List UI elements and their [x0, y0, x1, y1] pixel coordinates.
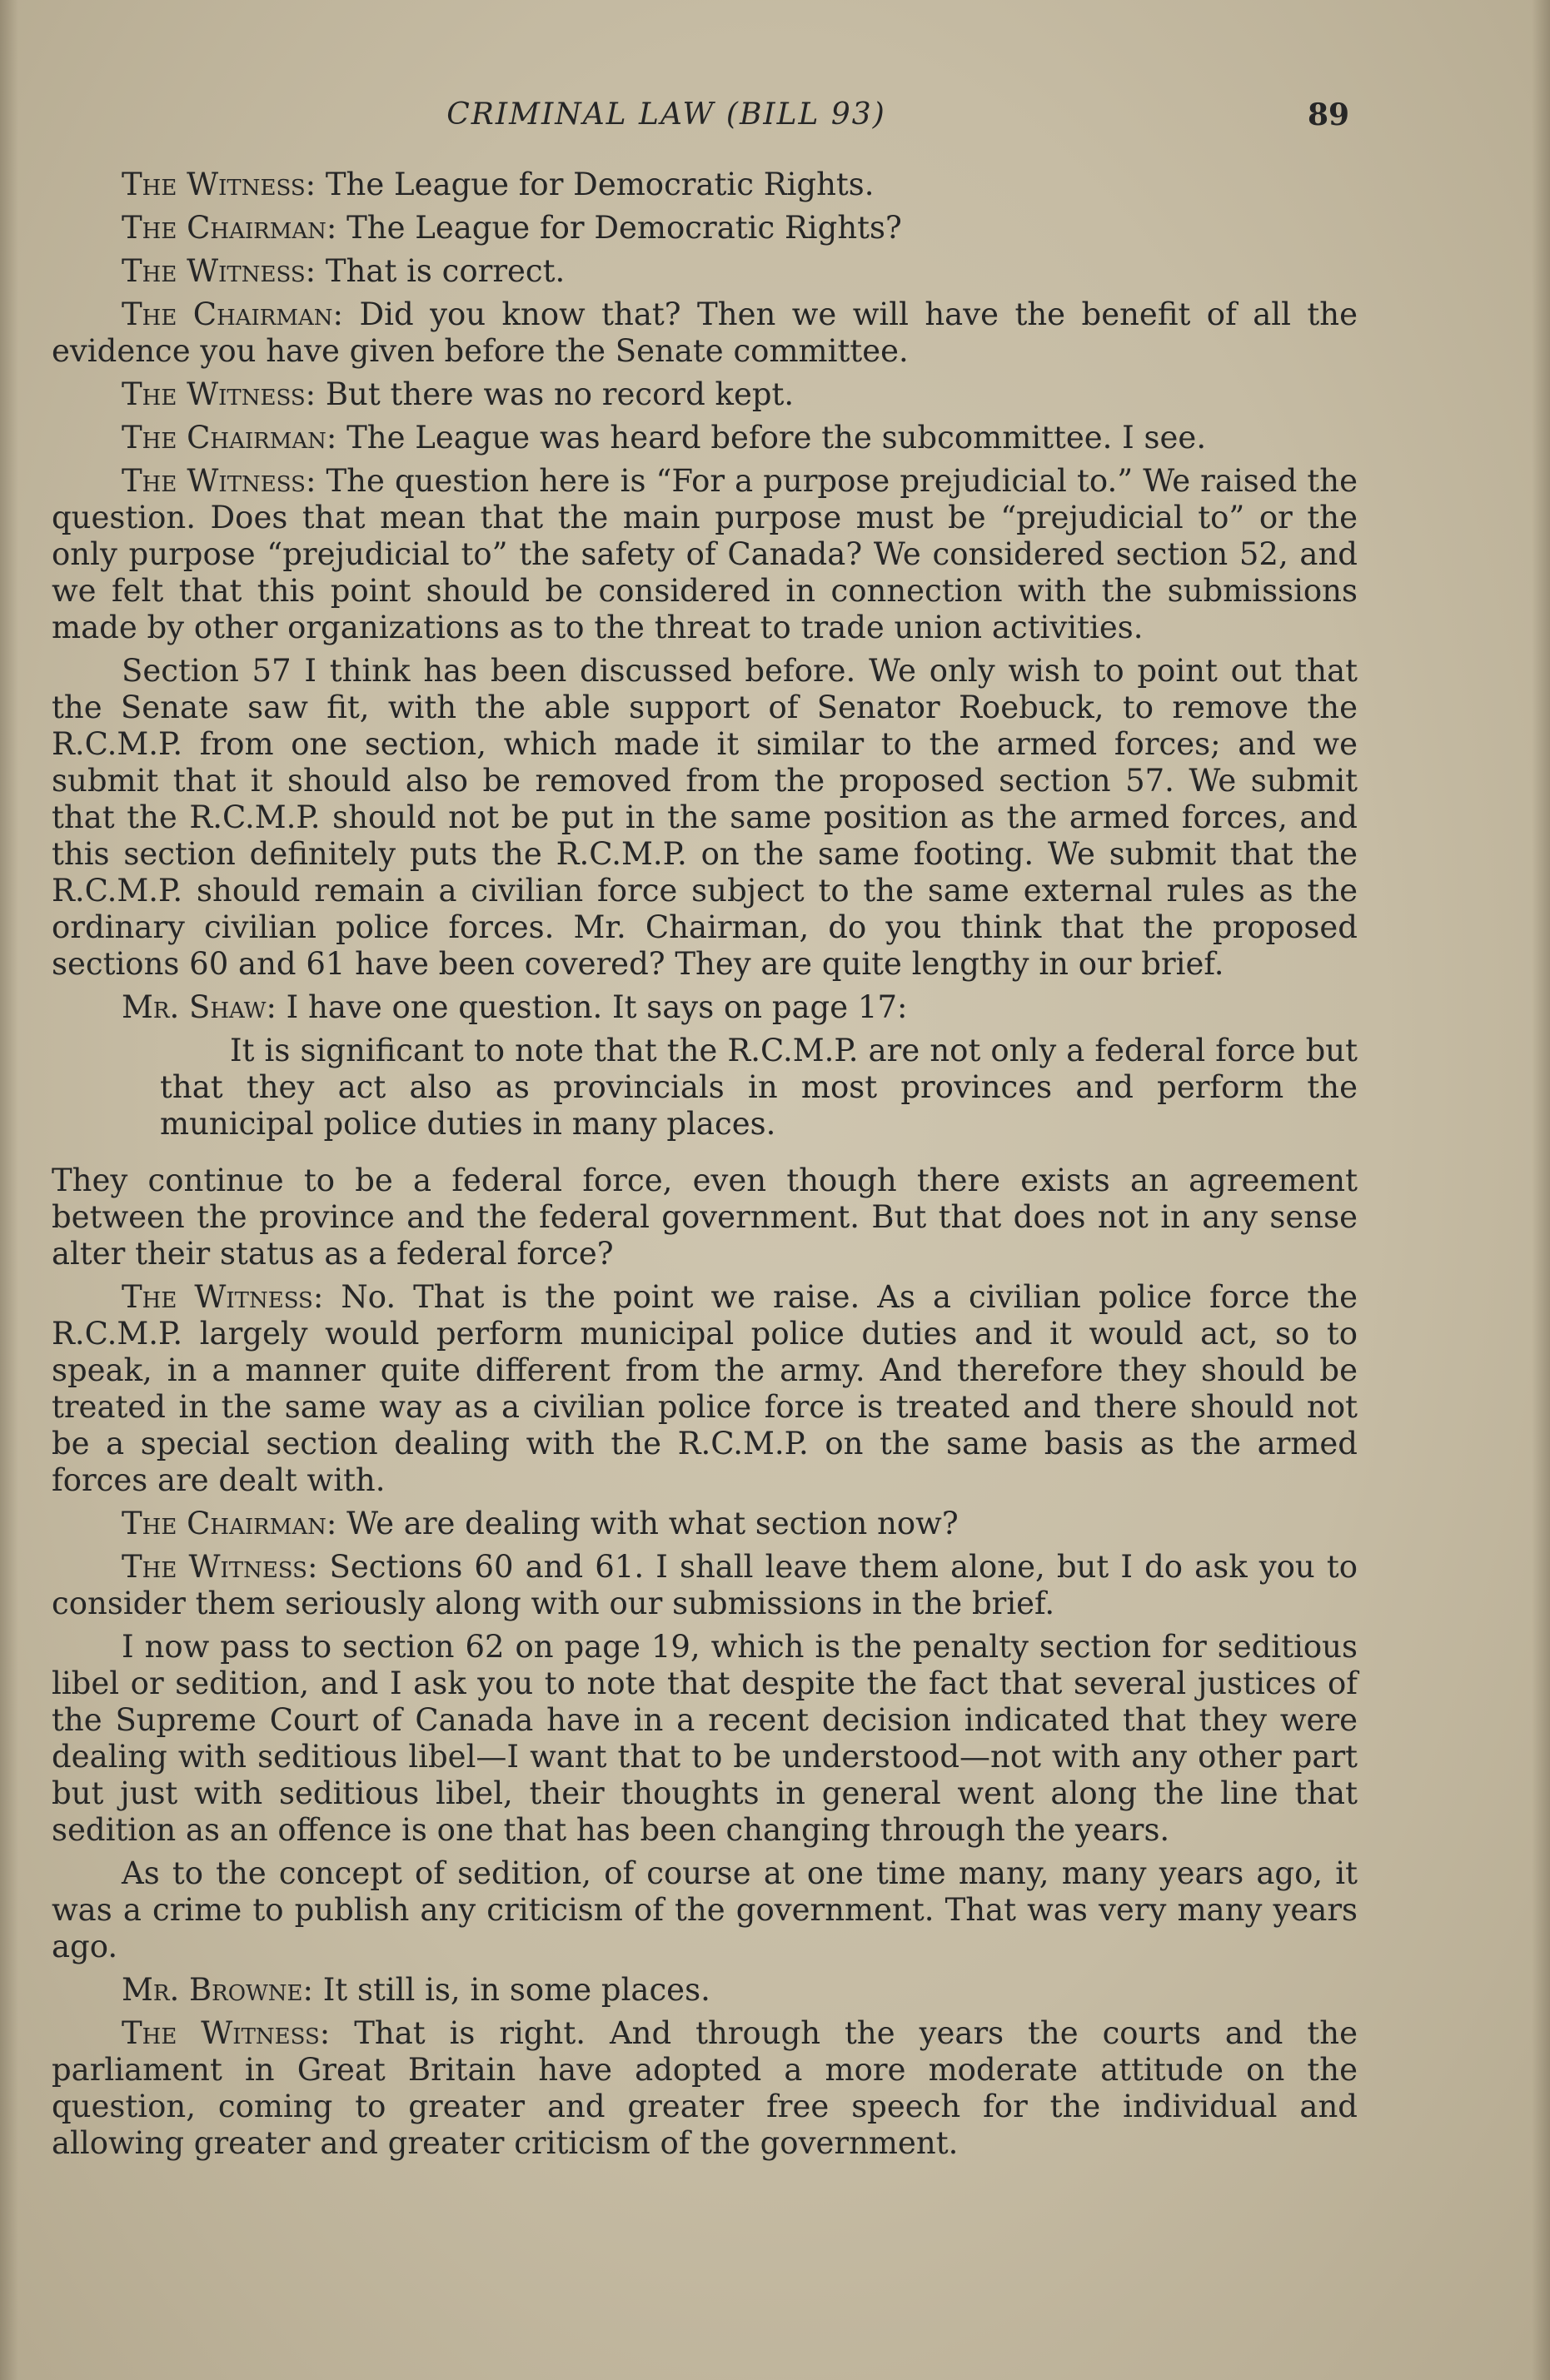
paragraph-text: Did you know that? Then we will have the benefit of all the evidence you have given before the Senate committee.: [52, 296, 1358, 369]
paragraph-text: Section 57 I think has been discussed before. We only wish to point out that the Senate saw fit, with the able support of Senator Roebuck, to remove the R.C.M.P. from one section, which made it similar to the armed forces; and we submit that it should also be removed from the proposed section 57. We submit that the R.C.M.P. should not be put in the same position as the armed forces, and this section definitely puts the R.C.M.P. on the same footing. We submit that the R.C.M.P. should remain a civilian force subject to the same external rules as the ordinary civilian police forces. Mr. Chairman, do you think that the proposed sections 60 and 61 have been covered? They are quite lengthy in our brief.: [52, 653, 1358, 982]
paragraph-text: The League was heard before the subcommittee. I see.: [336, 420, 1207, 456]
paragraph: [52, 653, 1358, 983]
page-edge-shadow-left: [0, 0, 18, 2380]
paragraph: [52, 1506, 1358, 1542]
paragraph: [52, 1163, 1358, 1272]
paragraph-text: The League for Democratic Rights?: [336, 210, 902, 246]
paragraph: [52, 1549, 1358, 1622]
paragraph-text: I have one question. It says on page 17:: [276, 989, 908, 1025]
page-edge-shadow-right: [1532, 0, 1550, 2380]
paragraph: [52, 463, 1358, 646]
paragraph-text: That is correct.: [316, 253, 566, 289]
paragraph: [52, 1972, 1358, 2009]
paragraph-text: I now pass to section 62 on page 19, which is the penalty section for seditious libel or sedition, and I ask you to note that despite the fact that several justices of the Supreme Court of Canada have in a recent decision indicated that they were dealing with seditious libel—I want that to be understood—not with any other part but just with seditious libel, their thoughts in general went along the line that sedition as an offence is one that has been changing through the years.: [52, 1629, 1358, 1848]
speaker-name: The Chairman:: [122, 1506, 337, 1541]
speaker-name: The Witness:: [122, 1549, 318, 1585]
speaker-name: Mr. Browne:: [122, 1972, 313, 2008]
speaker-name: The Witness:: [122, 463, 316, 499]
speaker-name: The Witness:: [122, 253, 316, 289]
page-body: [52, 167, 1358, 2168]
paragraph-text: That is right. And through the years the courts and the parliament in Great Britain have adopted a more moderate attitude on the question, coming to greater and greater free speech for the individual and allowing greater and greater criticism of the government.: [52, 2015, 1358, 2161]
paragraph: [52, 296, 1358, 370]
paragraph-text: The question here is “For a purpose prejudicial to.” We raised the question. Does that mean that the main purpose must be “prejudicial to” or the only purpose “prejudicial to” the safety of Canada? We considered section 52, and we felt that this point should be considered in connection with the submissions made by other organizations as to the threat to trade union activities.: [52, 463, 1358, 645]
speaker-name: The Chairman:: [122, 296, 343, 332]
paragraph: [52, 989, 1358, 1026]
speaker-name: The Chairman:: [122, 420, 337, 456]
paragraph: [52, 253, 1358, 290]
speaker-name: The Chairman:: [122, 210, 337, 246]
paragraph-text: As to the concept of sedition, of course at one time many, many years ago, it was a crime to publish any criticism of the government. That was very many years ago.: [52, 1855, 1358, 1964]
paragraph: [52, 1855, 1358, 1965]
speaker-name: The Witness:: [122, 167, 316, 202]
paragraph: [52, 376, 1358, 413]
speaker-name: The Witness:: [122, 2015, 331, 2051]
speaker-name: The Witness:: [122, 1279, 324, 1315]
paragraph: [52, 1279, 1358, 1499]
speaker-name: Mr. Shaw:: [122, 989, 277, 1025]
paragraph-text: It still is, in some places.: [312, 1972, 710, 2008]
paragraph: [52, 167, 1358, 203]
paragraph-text: We are dealing with what section now?: [336, 1506, 959, 1541]
page-number: 89: [1308, 97, 1350, 132]
paragraph: [52, 1629, 1358, 1849]
paragraph-text: The League for Democratic Rights.: [316, 167, 875, 202]
paragraph: [52, 210, 1358, 246]
paragraph-text: Sections 60 and 61. I shall leave them alone, but I do ask you to consider them seriously along with our submissions in the brief.: [52, 1549, 1358, 1621]
page-header: [0, 90, 1550, 140]
running-title: CRIMINAL LAW (BILL 93): [446, 97, 886, 132]
paragraph: [52, 420, 1358, 456]
paragraph-text: No. That is the point we raise. As a civilian police force the R.C.M.P. largely would perform municipal police duties and it would act, so to speak, in a manner quite different from the army. And therefore they should be treated in the same way as a civilian police force is treated and there should not be a special section dealing with the R.C.M.P. on the same basis as the armed forces are dealt with.: [52, 1279, 1358, 1498]
block-quote: It is significant to note that the R.C.M.P. are not only a federal force but that they act also as provincials in most provinces and perform the municipal police duties in many places.: [160, 1033, 1358, 1142]
speaker-name: The Witness:: [122, 376, 316, 412]
paragraph-text: But there was no record kept.: [316, 376, 795, 412]
paragraph-text: They continue to be a federal force, even though there exists an agreement between the province and the federal government. But that does not in any sense alter their status as a federal force?: [52, 1163, 1358, 1272]
paragraph: [52, 2015, 1358, 2162]
